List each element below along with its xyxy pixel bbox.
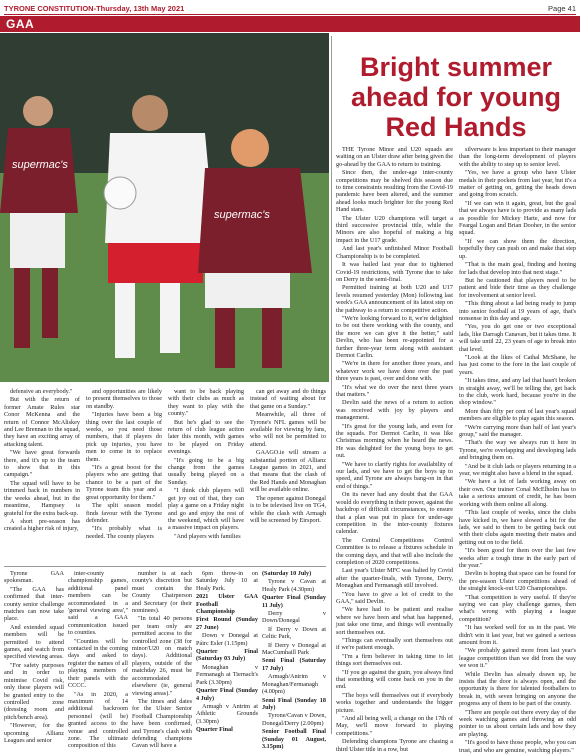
paragraph: "Counties will be contacted in the coming days and asked to register the names of all playing members of their panels with the CCCC.: [68, 637, 128, 690]
paragraph: Quarter Final (Sunday 4 July): [196, 687, 258, 702]
column-upper-1: [4, 388, 80, 563]
paragraph: Tyrone v Cavan at Healy Park (4.30pm): [262, 578, 326, 593]
paragraph: "Yes, we have a group who have Ulster medals in their pockets from last year, but it's a matter of getting on, getting the heads down and going from scratch.: [459, 169, 576, 199]
paragraph: "Look at the likes of Cathal McShane, he has just come to the fore in the last couple of years.: [459, 353, 576, 376]
paragraph: "Things can eventually sort themselves out if we're patient enough.: [336, 637, 453, 652]
paragraph: "This thing about a lad being ready to jump into senior football at 19 years of age, that's nonsense in this day and age.: [459, 300, 576, 322]
headline-line-3: Red Hands: [385, 112, 527, 142]
column-right-2: [459, 146, 577, 754]
paragraph: "It's great for the young lads, and even for the squads. For Dermot Carlin, it was like Christmas morning when he heard the news. He was delighted for the young boys to get out.: [336, 422, 453, 460]
paragraph: While Devlin has already drawn up, he insists that the door is always open, and the opportunity is there for talented footballers to break in, with seven bringing on anyone the progress any of them to be part of the county.: [459, 670, 576, 708]
headline-line-1: Bright summer: [359, 52, 553, 82]
paragraph: If Derry v Down at Celtic Park,: [262, 625, 326, 641]
paragraph: And last year's unfinished Minor Football Championship is to be completed.: [336, 245, 453, 260]
paragraph: Devlin said the news of a return to action was received with joy by players and management.: [336, 399, 453, 422]
paragraph: "And players with families: [174, 532, 241, 540]
paragraph: It was hailed last year due to tightened Covid-19 restrictions, with Tyrone due to take on Derry in the semi-final.: [336, 261, 453, 283]
column-upper-4: [250, 388, 326, 563]
paragraph: If Derry v Donegal at MacCumhaill Park: [262, 641, 326, 657]
paragraph: "There are people out there every day of the week watching games and throwing an odd pointer to us about certain lads and how they are playing.: [459, 708, 576, 738]
paragraph: Defending champions Tyrone are chasing a third Ulster title in a row, but: [336, 738, 453, 753]
paragraph: "We have great forwards there, and it's up to the team to show that in this campaign.": [4, 449, 80, 479]
paragraph: The opener against Donegal is to be televised live on TG4, while the clash with Armagh will be screened by Eirsport.: [250, 494, 326, 524]
paragraph: "It's been good for them over the last few weeks after a tough time in the early part of the year.": [459, 547, 576, 569]
divider-horizontal: [4, 566, 326, 567]
paragraph: "It has worked well for us in the past. We didn't win it last year, but we gained a serious amount from it.: [459, 624, 576, 646]
jersey-text-left: supermac's: [12, 159, 68, 171]
paragraph: Meanwhile, all three of Tyrone's NFL games will be available for viewing by fans, who will not be permitted to attend.: [250, 411, 326, 448]
paragraph: Quarter Final: [196, 726, 233, 734]
section-label: GAA: [6, 17, 35, 31]
paragraph: The split season model finds favour with the Tyrone defender.: [86, 502, 162, 524]
section-bar: [0, 16, 580, 32]
paragraph: "That competition is very useful. If they're saying we can play challenge games, then what's wrong with playing a league competition?: [459, 593, 576, 623]
paragraph: "We probably gained more from last year's league competition than we did from the way we won it.": [459, 647, 576, 670]
paragraph: A short pre-season has created a higher risk of injury,: [4, 517, 80, 533]
paragraph: 2021 Ulster GAA Football Championship: [196, 593, 258, 616]
paragraph: And extended squad members will be permitted to attend games, and watch from specified viewing areas.: [4, 623, 64, 661]
paragraph: "We're in there for another three years, and whatever work we have done over the past three years is past, over and done with.: [336, 360, 453, 383]
paragraph: First Round (Sunday 27 June): [196, 616, 258, 631]
paragraph: Senior Football Final (Sunday 01 August, 3.15pm): [262, 728, 326, 750]
paragraph: Semi Final (Sunday 18 July): [262, 696, 326, 711]
paragraph: "We have to clarify rights for availability of our lads, and we have to get the boys up to speed, and Tyrone are always bang-on in that end of things.": [336, 460, 453, 490]
jersey-text-right: supermac's: [214, 209, 270, 221]
paragraph: "However, for the upcoming Allianz Leagues and senior: [4, 722, 64, 744]
column-lower-4: [196, 570, 258, 734]
paragraph: "The boys will themselves out if everybody works together and understands the bigger picture.: [336, 691, 453, 714]
paragraph: The squad will have to be trimmed back in numbers in the weeks ahead, but in the meantime, Hampsey is grateful for the extra back-up.: [4, 479, 80, 517]
paragraph: "In total 40 persons per team only are permitted access to the controlled zone (38 for minor/U20 on match days). Additional players, outside of the matchday 26, must be accommodated elsewhere (ie, general viewing areas).": [132, 615, 192, 697]
paragraph: "We have had to be patient and realise where we have been and what has happened, just take one time, and things will eventually sort themselves out.: [336, 606, 453, 636]
paragraph: Tyrone GAA spokesman.: [4, 570, 64, 585]
paragraph: "We have a lot of lads working away on their own. Our trainer Conal McElholm has to take a serious amount of credit, he has been working with them online all along.: [459, 478, 576, 508]
paragraph: But he cautioned that players need to be patient and bide their time as they challenge for involvement at senior level.: [459, 276, 576, 299]
page-number: Page 41: [548, 3, 576, 13]
headline: [336, 52, 576, 142]
paragraph: "It's what we do over the next three years that matters.": [336, 383, 453, 398]
paragraph: The Ulster U20 champions will target a third successive provincial title, while the Minors are also hopeful of making a big impact in the U17 grade.: [336, 214, 453, 244]
paragraph: Last year's Ulster MFC was halted by Covid after the quarter-finals, with Tyrone, Derry, Monaghan and Fermanagh still involved.: [336, 567, 453, 590]
column-lower-1: [4, 570, 64, 744]
paragraph: "We're looking forward to it, we're delighted to be out there working with the county, and the more we can give it the better," said Devlin, who has been re-appointed for a further three-year term along with assistant Dermot Carlin.: [336, 314, 453, 359]
paragraph: inter-county championship games, additional panel members can be accommodated in a 'general viewing area'," said a GAA communication issued to counties.: [68, 570, 128, 637]
paragraph: The times and dates for the Ulster Senior Football Championship have been confirmed, and Tyrone's clash with defending champions Cavan will have a: [132, 697, 192, 750]
paragraph: "And be it club lads or players returning in a year, we might also have a blend in the squad.: [459, 462, 576, 478]
column-lower-2: [68, 570, 128, 750]
paragraph: can get away and do things instead of waiting about for that game on a Sunday.": [250, 388, 326, 410]
paragraph: "If we can show them the direction, hopefully they can push on and make that step up.: [459, 237, 576, 260]
paragraph: defensive an everybody.": [10, 388, 73, 395]
paragraph: "I'm a firm believer in taking time to let things sort themselves out.: [336, 652, 453, 668]
paragraph: Monaghan v Fermanagh at Tiernach's Park (3.30pm): [196, 663, 258, 686]
paragraph: "The GAA has confirmed that inter-county senior challenge matches can now take place.: [4, 585, 64, 623]
paragraph: On its never had any doubt that the GAA would do everything in their power, against the backdrop of difficult circumstances, to ensure that a plan was put in place for under-age competition in the inter-county fixtures calendar.: [336, 491, 453, 536]
paragraph: Derry v Down/Donegal: [262, 610, 326, 625]
paragraph: Down v Donegal at Páirc Esler (1.15pm): [196, 632, 258, 647]
paragraph: and opportunities are likely to present themselves to those on standby.: [86, 388, 162, 410]
paragraph: "It takes time, and any lad that hasn't broken in straight away, we'll be telling the, get back to the club, work hard, because you're in the shop window.": [459, 377, 576, 407]
paragraph: "Injuries have been a big thing over the last couple of weeks, so you need those numbers, that if players do pick up injuries, you have men to come in to replace them.: [86, 411, 162, 463]
paragraph: But he's glad to see the return of club league action later this month, with games to be played on Friday evenings.: [168, 418, 244, 456]
paragraph: "I think club players will get joy out of that, they can play a game on a Friday night and go and enjoy the rest of the weekend, which will have a massive impact on players.: [168, 487, 244, 532]
football-icon: [104, 177, 136, 209]
paragraph: Quarter Final (Saturday 03 July): [196, 648, 258, 663]
headline-line-2: ahead for young: [350, 82, 561, 112]
paragraph: More than fifty per cent of last year's squad members are eligible to play again this season.: [459, 407, 576, 423]
paragraph: Devlin is hoping that space can be found for the pre-season Ulster competitions ahead of the straight knock-out U20 Championships.: [459, 570, 576, 593]
column-upper-3: [168, 388, 244, 563]
paragraph: Armagh v Antrim at Athletic Grounds (3.30pm): [196, 702, 258, 725]
paragraph: Quarter Final (Sunday 11 July): [262, 594, 326, 609]
paragraph: Since then, the under-age inter-county competitions may be shelved this season due to time constraints resulting from the Covid-19 pandemic have been altered, and the summer ahead looks much brighter for the young Red Hand stars.: [336, 169, 453, 214]
paragraph: 6pm throw-in on Saturday July 10 at Healy Park.: [196, 570, 258, 592]
paragraph: Semi Final (Saturday 17 July): [262, 657, 326, 672]
paragraph: "If you go against the grain, you always find that something will come back on you in the end.: [336, 668, 453, 691]
paragraph: silverware is less important to their manager than the long-term development of players with the ability to step up to senior level.: [459, 146, 576, 168]
paragraph: "For safety purposes and in order to minimise Covid risk, only these players will be granted entry to the controlled zone (dressing room and pitch/bench area).: [4, 661, 64, 721]
paragraph: "This last couple of weeks, since the clubs have kicked in, we have slowed a bit for the lads, we said to them to be getting back out with their clubs again meeting their mates and getting out on to the field.: [459, 509, 576, 546]
paragraph: "It's good to have those people, who you can trust, and who are genuine, watching players.": [459, 739, 576, 754]
photo-illustration: [0, 33, 329, 382]
paragraph: GAAGO.ie will stream a substantial portion of Allianz League games in 2021, and that means that the clash of the Red Hands and Monaghan will be available online.: [250, 449, 326, 494]
paragraph: "We're carrying more than half of last year's group," said the manager.: [459, 423, 576, 439]
paragraph: "You have to give a lot of credit to the GAA," said Devlin.: [336, 590, 453, 605]
paragraph: (Saturday 10 July): [262, 570, 312, 577]
divider-vertical: [331, 36, 332, 734]
column-right-1: [336, 146, 453, 753]
paragraph: Permitted training at both U20 and U17 levels resumed yesterday (Mon) following last week's GAA announcement of its latest step on the pathway to a return to competitive action.: [336, 284, 453, 314]
paragraph: "If we can win it again, great, but the goal that we always have is to provide as many lads as possible for Mickey Harte, and now for Feargal Logan and Brian Dooher, in the senior squad.: [459, 199, 576, 237]
masthead: [4, 2, 576, 15]
column-lower-5: [262, 570, 326, 750]
paragraph: "It's probably what is needed. The county players: [86, 525, 162, 540]
paragraph: "It's a great boost for the players who are getting that chance to be a part of the Tyrone team this year and a great opportunity for them.": [86, 464, 162, 501]
paragraph: want to be back playing with their clubs as much as they want to play with the county.": [168, 388, 244, 418]
column-upper-2: [86, 388, 162, 563]
paragraph: "That is the main goal, finding and honing for lads that develop into that next stage.": [459, 261, 576, 276]
paragraph: THE Tyrone Minor and U20 squads are waiting on an Ulster draw after being given the go-ahead by the GAA to return to training.: [336, 146, 453, 168]
paragraph: Tyrone/Cavan v Down, Donegal/Derry (2.00pm): [262, 712, 326, 727]
paragraph: "And all being well, a change on the 17th of May, we'll move forward to playing competitions.": [336, 715, 453, 737]
paragraph: "That's the way we always run it here in Tyrone, we're overlapping and developing lads and bringing them on.: [459, 439, 576, 462]
masthead-title: TYRONE CONSTITUTION-Thursday, 13th May 2021: [4, 3, 185, 13]
paragraph: "It's going to be a big change from the games usually being played on a Sunday.: [168, 456, 244, 486]
paragraph: "As in 2020, a maximum of 14 additional backroom personnel (will be) granted access to the venue and controlled zone. The ultimate composition of this: [68, 690, 128, 750]
match-photo: [0, 33, 329, 382]
paragraph: The Central Competitions Control Committee is to release a fixtures schedule in the coming days, and that will also include the completion of 2020 competitions.: [336, 536, 453, 566]
paragraph: But with the return of former Amate Rules star Conor McKenna and the return of Connor McAliskey and Lee Brennan to the squad, they have an exciting array of attacking talent.: [4, 396, 80, 448]
paragraph: number is at each county's discretion but must contain the County Chairperson and Secretary (or their nominees).: [132, 570, 192, 615]
column-lower-3: [132, 570, 192, 750]
paragraph: Armagh/Antrim v Monaghan/Fermanagh (4.00pm): [262, 673, 326, 696]
paragraph: "Yes, you do get one or two exceptional lads, like Darragh Canavan, but it takes time. It will take until 22, 23 years of age to break into that level.: [459, 323, 577, 353]
